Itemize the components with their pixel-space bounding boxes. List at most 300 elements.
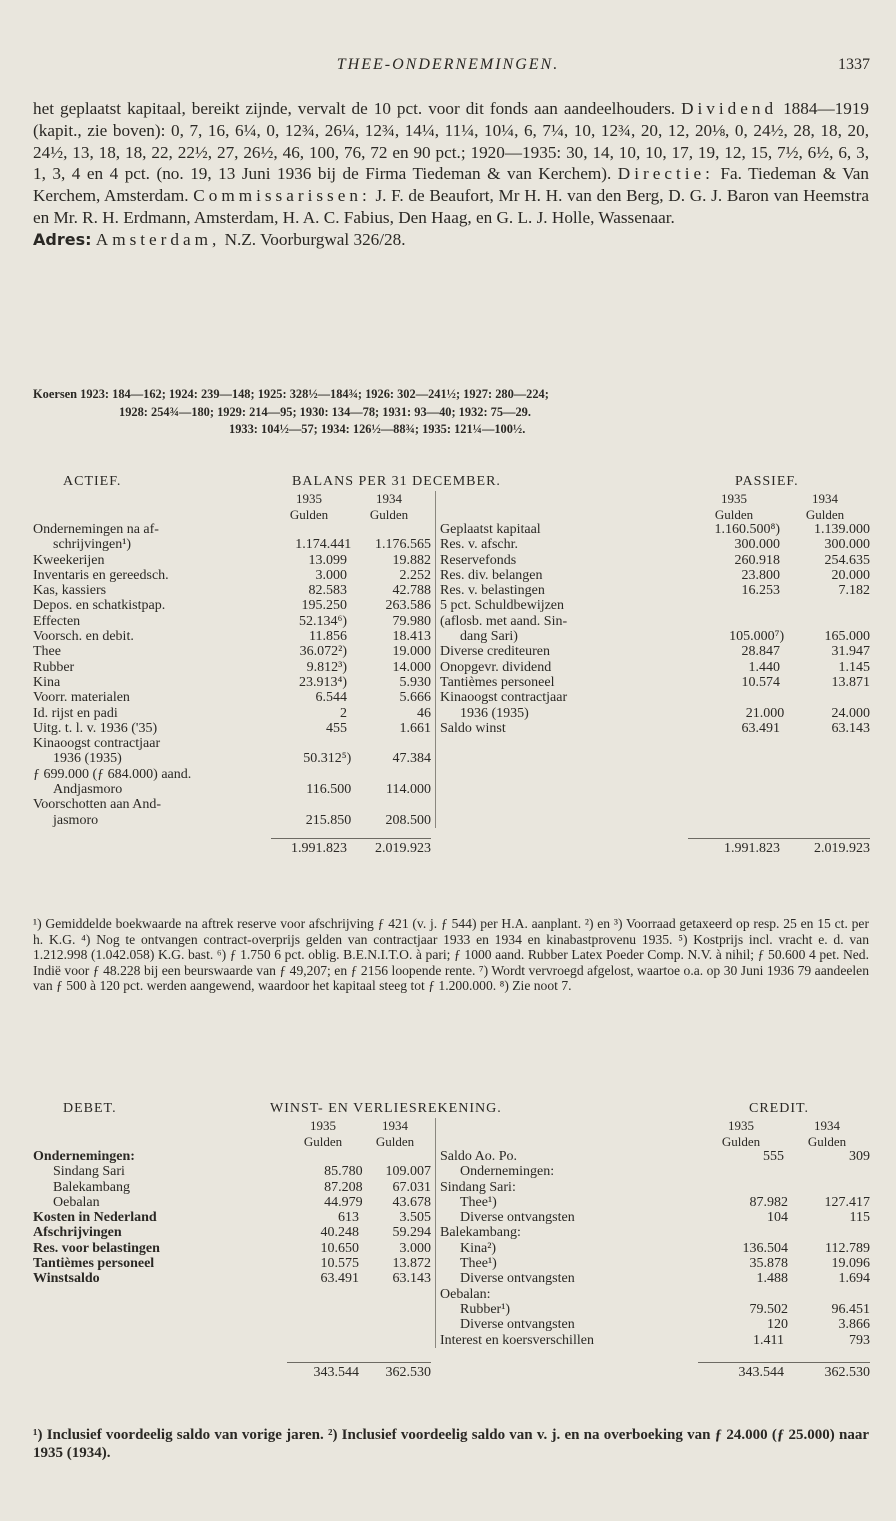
value-1934: 1.694 [838, 1271, 870, 1287]
value-1935: 13.099 [308, 552, 347, 568]
account-row [440, 583, 870, 598]
debet-label: DEBET. [63, 1101, 117, 1116]
account-label: Kina²) [460, 1240, 497, 1256]
account-row [33, 813, 431, 828]
account-row [440, 1271, 870, 1286]
account-row [440, 721, 870, 736]
balance-title: BALANS PER 31 DECEMBER. [292, 474, 501, 489]
account-row [440, 1333, 870, 1348]
passief-side [440, 491, 870, 828]
account-label: Andjasmoro [53, 782, 123, 798]
value-1935 [706, 1164, 788, 1179]
value-1934 [780, 598, 870, 613]
credit-rows [440, 1149, 870, 1348]
account-row [33, 537, 431, 552]
value-1934: 300.000 [824, 537, 870, 553]
value-1934: 1.139.000 [814, 522, 870, 537]
page-header [0, 56, 896, 78]
debet-side [33, 1118, 431, 1348]
account-row [33, 1241, 431, 1256]
value-1935: 1.440 [748, 659, 780, 675]
account-label: Ondernemingen na af- [33, 522, 159, 537]
account-row [440, 553, 870, 568]
value-1934: 254.635 [824, 552, 870, 568]
value-1934: 59.294 [392, 1225, 431, 1241]
value-1934: 114.000 [386, 782, 432, 798]
account-row [33, 1225, 431, 1240]
account-label: Geplaatst kapitaal [440, 522, 541, 537]
value-1934: 263.586 [385, 598, 431, 614]
account-row [33, 660, 431, 675]
value-1935: 63.491 [320, 1271, 359, 1287]
value-1935: 136.504 [742, 1240, 788, 1256]
year-1935: 1935 [296, 491, 322, 506]
value-1934 [784, 1180, 870, 1195]
account-label: Afschrijvingen [33, 1225, 122, 1241]
value-1935 [271, 767, 347, 782]
total-passief-1935: 1.991.823 [688, 838, 780, 856]
value-1934: 115 [849, 1210, 870, 1226]
value-1934 [359, 1149, 431, 1164]
unit-gulden: Gulden [303, 1133, 343, 1149]
account-label: Thee¹) [460, 1194, 497, 1210]
account-row [33, 797, 431, 812]
value-1934: 309 [849, 1149, 870, 1164]
account-label: Sindang Sari [53, 1164, 125, 1180]
value-1935 [271, 797, 347, 812]
account-label: Voorsch. en debit. [33, 629, 134, 645]
account-label: jasmoro [53, 812, 99, 828]
account-label: Onopgevr. dividend [440, 659, 552, 675]
value-1934: 47.384 [392, 751, 432, 767]
adres-label: Adres: [33, 229, 92, 249]
koersen-block [33, 386, 869, 439]
value-1935: 63.491 [741, 720, 780, 736]
account-label: Depos. en schatkistpap. [33, 598, 166, 614]
account-label: Balekambang [53, 1179, 130, 1195]
total-debet-1934: 362.530 [359, 1362, 431, 1380]
dividend-text: 1884—1919 (kapit., zie boven): 0, 7, 16, 6¼, 0, 12¾, 26¼, 12¾, 14¼, 11¼, 10¼, 6, 7¼, 10, 12¾, 20, 12, 20⅛, 0, 24½, 28, 18, 20, 24½, 13, 18, 18, 22, 22½, 27, 26½, 46, 100, 76, 72 en 90 pct.; 1920—1935: 30, 14, 10, 10, 17, 19, 12, 15, 7½, 6½, 6, 3, 1, 3, 4 en 4 pct. (no. 19, 13 Juni 1936 bij de Firma Tiedeman & van Kerchem). [33, 99, 869, 184]
actief-label: ACTIEF. [63, 474, 122, 489]
value-1934: 96.451 [831, 1301, 870, 1317]
account-row [440, 644, 870, 659]
value-1935: 35.878 [749, 1256, 788, 1272]
value-1935: 104 [767, 1210, 788, 1226]
value-1934 [784, 1287, 870, 1302]
value-1935: 1.488 [756, 1271, 788, 1287]
value-1935: 1.411 [753, 1332, 784, 1348]
account-label: Kweekerijen [33, 552, 105, 568]
account-row [440, 1302, 870, 1317]
company-description [33, 98, 869, 251]
value-1934: 1.145 [838, 659, 870, 675]
account-row [33, 568, 431, 583]
column-header [440, 1118, 870, 1134]
column-header [33, 507, 431, 523]
balance-heading [33, 474, 873, 491]
value-1935: 82.583 [308, 583, 347, 599]
unit-gulden: Gulden [714, 506, 754, 522]
account-row [440, 537, 870, 552]
year-1935: 1935 [728, 1118, 754, 1133]
value-1934: 19.882 [392, 552, 431, 568]
unit-gulden: Gulden [805, 506, 845, 522]
account-row [33, 1164, 431, 1179]
value-1934 [347, 522, 431, 537]
value-1934: 63.143 [392, 1271, 431, 1287]
credit-side [440, 1118, 870, 1348]
value-1935: 87.982 [749, 1194, 788, 1210]
account-label: Diverse crediteuren [440, 644, 550, 660]
account-label: Balekambang: [440, 1225, 521, 1241]
account-row [440, 1241, 870, 1256]
account-label: Voorr. materialen [33, 690, 130, 706]
account-row [33, 522, 431, 537]
total-credit-1934: 362.530 [784, 1362, 870, 1380]
account-label: Kinaoogst contractjaar [440, 690, 568, 706]
value-1935 [698, 1287, 784, 1302]
account-row [33, 1210, 431, 1225]
profit-loss-footnotes [33, 1426, 869, 1462]
value-1935: 85.780 [324, 1164, 363, 1180]
value-1935: 36.072²) [299, 644, 347, 660]
footnotes-text: ¹) Gemiddelde boekwaarde na aftrek reserve voor afschrijving ƒ 421 (v. j. ƒ 544) per H.A. aanplant. ²) en ³) Voorraad getaxeerd op resp. 25 en 15 ct. per h. K.G. ⁴) Nog te ontvangen contract-overprijs gelden van contractjaar 1933 en 1934 en kinabastprovenu 1935. ⁵) Kostprijs incl. vracht e. d. van 1.212.998 (1.042.058) K.G. bast. ⁶) ƒ 1.750 6 pct. oblig. B.E.N.I.T.O. à pari; ƒ 1000 aand. Rubber Latex Poeder Comp. N.V. à nihil; ƒ 50.600 4 pet. Ned. Indië voor ƒ 48.228 bij een beurswaarde van ƒ 49,207; en ƒ 2156 loopende rente. ⁷) Wordt vervroegd afgelost, waartoe o.a. op 30 Juni 1936 79 aandeelen van ƒ 500 à 120 pct. werden aangewend, waardoor het kapitaal steeg tot ƒ 1.200.000. ⁸) Zie noot 7. [33, 916, 869, 994]
account-row [33, 553, 431, 568]
value-1935: 120 [767, 1317, 788, 1333]
value-1935: 21.000 [745, 705, 785, 721]
value-1934: 1.176.565 [375, 537, 432, 553]
account-label: Voorschotten aan And- [33, 797, 162, 813]
account-label: dang Sari) [460, 629, 518, 645]
column-header [440, 1134, 870, 1150]
account-label: Reservefonds [440, 552, 517, 568]
value-1934: 5.930 [399, 674, 431, 690]
account-label: Res. div. belangen [440, 567, 543, 583]
value-1934 [780, 614, 870, 629]
debet-rows [33, 1149, 431, 1287]
account-row [440, 568, 870, 583]
account-label: Uitg. t. l. v. 1936 ('35) [33, 720, 158, 736]
value-1935: 44.979 [324, 1194, 363, 1210]
value-1935: 1.174.441 [295, 537, 352, 553]
value-1935: 23.913⁴) [298, 674, 347, 690]
value-1934: 112.789 [825, 1240, 870, 1256]
total-debet-1935: 343.544 [287, 1362, 359, 1380]
value-1934: 14.000 [392, 659, 431, 675]
footnotes-text: ¹) Inclusief voordeelig saldo van vorige jaren. ²) Inclusief voordeelig saldo van v. j. en na overboeking van ƒ 24.000 (ƒ 25.000) naar 1935 (1934). [33, 1427, 869, 1461]
account-label: Diverse ontvangsten [460, 1271, 575, 1287]
account-label: Rubber¹) [460, 1301, 511, 1317]
running-title: THEE-ONDERNEMINGEN. [336, 56, 560, 73]
value-1934: 3.505 [399, 1210, 431, 1226]
value-1935: 2 [340, 705, 347, 721]
koersen-line: 1933: 104½—57; 1934: 126½—88¾; 1935: 121¼—100½. [229, 422, 526, 436]
value-1935: 260.918 [734, 552, 780, 568]
value-1934: 127.417 [824, 1194, 870, 1210]
account-row [33, 1256, 431, 1271]
value-1935: 613 [338, 1210, 359, 1226]
account-label: Kosten in Nederland [33, 1210, 157, 1226]
account-row [440, 1180, 870, 1195]
value-1935: 50.312⁵) [303, 751, 352, 767]
account-label: Kas, kassiers [33, 583, 107, 599]
directie-text: Fa. Tiedeman & Van Kerchem, Amsterdam. [33, 164, 869, 206]
adres-street: N.Z. Voorburgwal 326/28. [224, 229, 406, 249]
account-label: Thee [33, 644, 61, 660]
account-label: Thee¹) [460, 1256, 497, 1272]
value-1935 [698, 1180, 784, 1195]
value-1934: 793 [849, 1332, 870, 1348]
value-1934: 109.007 [385, 1164, 431, 1180]
account-label: Winstsaldo [33, 1271, 100, 1287]
profit-loss-totals [33, 1362, 873, 1380]
value-1935: 11.856 [309, 629, 347, 645]
account-row [440, 1164, 870, 1179]
value-1934: 7.182 [838, 583, 870, 599]
actief-side [33, 491, 431, 828]
column-divider [435, 491, 436, 828]
value-1934: 67.031 [392, 1179, 431, 1195]
value-1935: 10.574 [741, 674, 780, 690]
account-row [33, 1180, 431, 1195]
account-label: Tantièmes personeel [440, 674, 555, 690]
value-1935 [688, 614, 780, 629]
account-row [440, 690, 870, 705]
unit-gulden: Gulden [807, 1133, 847, 1149]
value-1935: 87.208 [324, 1179, 363, 1195]
value-1935: 215.850 [305, 812, 352, 828]
total-credit-1935: 343.544 [698, 1362, 784, 1380]
commissarissen-label: Commissarissen: [193, 186, 371, 206]
unit-gulden: Gulden [369, 506, 409, 522]
account-row [440, 1225, 870, 1240]
value-1934 [347, 767, 431, 782]
value-1934: 208.500 [385, 812, 432, 828]
account-label: Oebalan: [440, 1286, 491, 1302]
account-label: Inventaris en gereedsch. [33, 567, 169, 583]
value-1934: 3.866 [838, 1317, 870, 1333]
dividend-label: Dividend [681, 99, 778, 118]
account-label: Ondernemingen: [460, 1164, 555, 1180]
account-label: Interest en koersverschillen [440, 1332, 594, 1348]
value-1935 [287, 1149, 359, 1164]
column-header [33, 491, 431, 507]
value-1935 [688, 690, 780, 705]
value-1935: 10.575 [320, 1256, 359, 1272]
value-1935: 555 [763, 1149, 784, 1164]
column-header [33, 1118, 431, 1134]
account-row [33, 598, 431, 613]
account-row [440, 1195, 870, 1210]
account-row [440, 598, 870, 613]
commissarissen-text: J. F. de Beaufort, Mr H. H. van den Berg, D. G. J. Baron van Heemstra en Mr. R. H. Erdmann, Amsterdam, H. A. C. Fabius, Den Haag, en G. L. J. Holle, Wassenaar. [33, 186, 869, 227]
account-label: Saldo winst [440, 720, 506, 736]
account-row [33, 1149, 431, 1164]
balance-totals [33, 838, 873, 856]
account-row [33, 629, 431, 644]
value-1935: 23.800 [741, 567, 780, 583]
account-label: Effecten [33, 613, 81, 629]
account-row [440, 522, 870, 537]
value-1935: 40.248 [320, 1225, 359, 1241]
account-row [33, 644, 431, 659]
account-row [33, 1271, 431, 1286]
value-1935: 6.544 [315, 690, 347, 706]
total-passief-1934: 2.019.923 [780, 838, 870, 856]
value-1934: 1.661 [399, 720, 431, 736]
account-label: schrijvingen¹) [53, 537, 132, 553]
account-label: Res. voor belastingen [33, 1240, 160, 1256]
value-1934: 5.666 [399, 690, 431, 706]
account-label: Res. v. belastingen [440, 583, 545, 599]
total-actief-1934: 2.019.923 [347, 838, 431, 856]
value-1935 [271, 736, 347, 751]
year-1934: 1934 [814, 1118, 840, 1133]
account-label: Kinaoogst contractjaar [33, 736, 161, 752]
value-1935 [698, 1225, 784, 1240]
value-1934: 3.000 [399, 1240, 431, 1256]
account-label: Res. v. afschr. [440, 537, 519, 553]
account-label: Diverse ontvangsten [460, 1317, 575, 1333]
value-1934 [788, 1164, 870, 1179]
account-row [440, 1317, 870, 1332]
account-row [33, 767, 431, 782]
value-1934: 13.872 [392, 1256, 431, 1272]
value-1934: 13.871 [831, 674, 870, 690]
account-row [33, 690, 431, 705]
value-1934: 42.788 [392, 583, 431, 599]
value-1935: 10.650 [320, 1240, 359, 1256]
account-label: Diverse ontvangsten [460, 1210, 575, 1226]
account-row [440, 1256, 870, 1271]
account-label: (aflosb. met aand. Sin- [440, 613, 568, 629]
year-1934: 1934 [812, 491, 838, 506]
directie-label: Directie: [617, 164, 714, 184]
value-1935: 52.134⁶) [298, 613, 347, 629]
value-1934: 20.000 [831, 567, 870, 583]
balance-sheet [33, 474, 873, 856]
value-1935: 116.500 [306, 782, 352, 798]
value-1934: 31.947 [831, 644, 870, 660]
value-1934: 19.096 [831, 1256, 870, 1272]
account-label: Oebalan [53, 1194, 100, 1210]
passief-label: PASSIEF. [735, 474, 799, 489]
value-1935: 1.160.500⁸) [714, 522, 780, 537]
account-label: Ondernemingen: [33, 1149, 135, 1164]
profit-loss-heading [33, 1101, 873, 1118]
year-1934: 1934 [382, 1118, 408, 1133]
account-row [440, 614, 870, 629]
profit-loss-account [33, 1101, 873, 1380]
account-row [33, 721, 431, 736]
value-1934: 79.980 [392, 613, 431, 629]
unit-gulden: Gulden [289, 506, 329, 522]
value-1935: 300.000 [734, 537, 780, 553]
account-label: Id. rijst en padi [33, 705, 118, 721]
account-label: Tantièmes personeel [33, 1256, 155, 1272]
profit-loss-title: WINST- EN VERLIESREKENING. [270, 1101, 502, 1116]
value-1934: 46 [417, 705, 431, 721]
value-1934 [780, 690, 870, 705]
account-row [440, 1287, 870, 1302]
koersen-line: Koersen 1923: 184—162; 1924: 239—148; 1925: 328½—184¾; 1926: 302—241½; 1927: 280—224; [33, 387, 549, 401]
column-header [33, 1134, 431, 1150]
intro-text-1: het geplaatst kapitaal, bereikt zijnde, vervalt de 10 pct. voor dit fonds aan aandeelhouders. [33, 99, 676, 118]
account-row [440, 1210, 870, 1225]
value-1934: 18.413 [392, 629, 431, 645]
page-number: 1337 [838, 56, 870, 73]
account-label: Rubber [33, 659, 75, 675]
value-1935: 28.847 [741, 644, 780, 660]
account-row [33, 706, 431, 721]
account-label: Kina [33, 674, 61, 690]
year-1934: 1934 [376, 491, 402, 506]
total-actief-1935: 1.991.823 [271, 838, 347, 856]
value-1935: 16.253 [741, 583, 780, 599]
account-label: Saldo Ao. Po. [440, 1149, 518, 1164]
account-row [440, 1149, 870, 1164]
unit-gulden: Gulden [375, 1133, 415, 1149]
value-1934: 2.252 [399, 567, 431, 583]
value-1935: 105.000⁷) [729, 629, 785, 645]
account-label: 1936 (1935) [53, 751, 122, 767]
account-row [440, 629, 870, 644]
value-1934 [347, 797, 431, 812]
adres-city: Amsterdam, [95, 229, 221, 249]
passief-rows [440, 522, 870, 736]
unit-gulden: Gulden [721, 1133, 761, 1149]
year-1935: 1935 [721, 491, 747, 506]
column-header [440, 491, 870, 507]
account-row [33, 583, 431, 598]
year-1935: 1935 [310, 1118, 336, 1133]
value-1935 [688, 598, 780, 613]
account-row [440, 675, 870, 690]
value-1934 [784, 1225, 870, 1240]
account-label: 1936 (1935) [460, 705, 529, 721]
value-1935 [271, 522, 347, 537]
balance-footnotes [33, 916, 869, 994]
account-row [440, 706, 870, 721]
value-1935: 195.250 [301, 598, 347, 614]
value-1935: 79.502 [749, 1301, 788, 1317]
value-1934: 24.000 [831, 705, 870, 721]
actief-rows [33, 522, 431, 828]
account-label: ƒ 699.000 (ƒ 684.000) aand. [33, 766, 192, 782]
value-1935: 9.812³) [306, 659, 347, 675]
account-row [33, 736, 431, 751]
value-1935: 3.000 [315, 567, 347, 583]
credit-label: CREDIT. [749, 1101, 810, 1116]
account-row [33, 782, 431, 797]
value-1935: 455 [326, 720, 347, 736]
account-row [33, 751, 431, 766]
koersen-line: 1928: 254¾—180; 1929: 214—95; 1930: 134—78; 1931: 93—40; 1932: 75—29. [119, 404, 531, 419]
column-header [440, 507, 870, 523]
account-row [440, 660, 870, 675]
account-row [33, 614, 431, 629]
value-1934: 63.143 [831, 720, 870, 736]
value-1934: 43.678 [392, 1194, 431, 1210]
account-label: 5 pct. Schuldbewijzen [440, 598, 565, 614]
value-1934: 19.000 [392, 644, 431, 660]
account-row [33, 1195, 431, 1210]
value-1934 [347, 736, 431, 751]
account-label: Sindang Sari: [440, 1179, 516, 1195]
value-1934: 165.000 [824, 629, 870, 645]
column-divider [435, 1118, 436, 1348]
account-row [33, 675, 431, 690]
